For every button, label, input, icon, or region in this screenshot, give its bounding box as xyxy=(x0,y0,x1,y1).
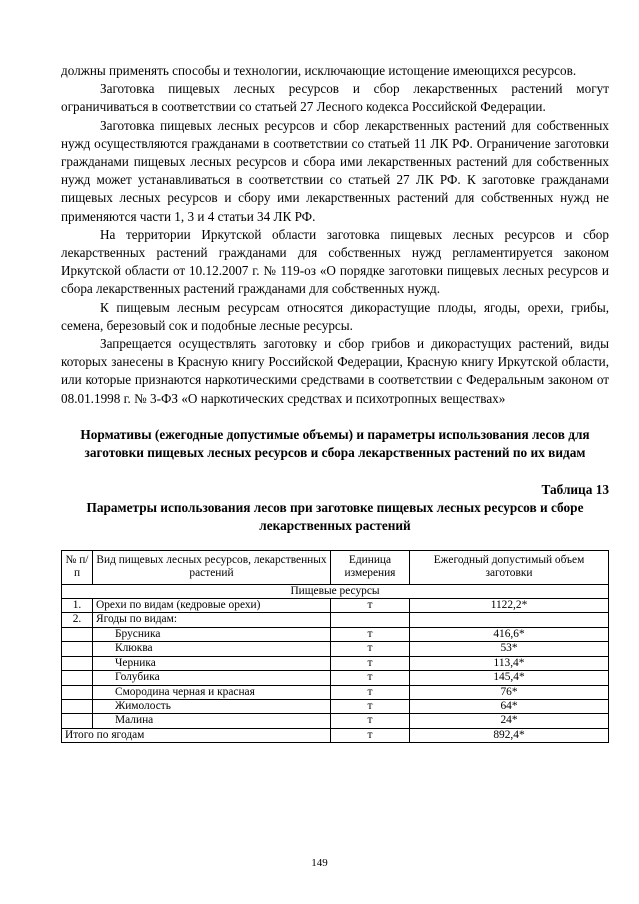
total-value: 892,4* xyxy=(410,728,609,742)
row-num: 2. xyxy=(62,613,93,627)
page-number: 149 xyxy=(311,857,328,869)
row-name: Брусника xyxy=(93,627,331,641)
table-caption: Параметры использования лесов при заготовке пищевых лесных ресурсов и сборе лекарственных растений xyxy=(86,499,584,534)
row-value: 76* xyxy=(410,685,609,699)
row-value: 1122,2* xyxy=(410,599,609,613)
table-row xyxy=(62,685,609,699)
row-value: 113,4* xyxy=(410,656,609,670)
row-unit: т xyxy=(331,599,410,613)
paragraph: К пищевым лесным ресурсам относятся дикорастущие плоды, ягоды, орехи, грибы, семена, березовый сок и подобные лесные ресурсы. xyxy=(61,299,609,333)
row-name: Черника xyxy=(93,656,331,670)
row-unit: т xyxy=(331,642,410,656)
row-value: 416,6* xyxy=(410,627,609,641)
table-row xyxy=(62,714,609,728)
row-num: 1. xyxy=(62,599,93,613)
row-unit: т xyxy=(331,627,410,641)
table-total-row xyxy=(62,728,609,742)
row-unit: т xyxy=(331,656,410,670)
row-num xyxy=(62,671,93,685)
header-num: № п/п xyxy=(62,550,93,584)
row-num xyxy=(62,642,93,656)
row-value: 24* xyxy=(410,714,609,728)
page-content xyxy=(61,62,609,743)
row-name: Жимолость xyxy=(93,699,331,713)
table-header-row xyxy=(62,550,609,584)
row-num xyxy=(62,714,93,728)
row-unit: т xyxy=(331,671,410,685)
table-number: Таблица 13 xyxy=(541,481,609,497)
parameters-table xyxy=(61,550,609,743)
section-title-cell: Пищевые ресурсы xyxy=(62,584,609,598)
table-row xyxy=(62,613,609,627)
row-num xyxy=(62,627,93,641)
header-unit: Единица измерения xyxy=(331,550,410,584)
row-name: Клюква xyxy=(93,642,331,656)
table-row xyxy=(62,671,609,685)
header-kind: Вид пищевых лесных ресурсов, лекарственных растений xyxy=(93,550,331,584)
section-heading: Нормативы (ежегодные допустимые объемы) и параметры использования лесов для заготовки пищевых лесных ресурсов и сбора лекарственных растений по их видам xyxy=(80,426,590,461)
table-row xyxy=(62,627,609,641)
row-num xyxy=(62,656,93,670)
row-num xyxy=(62,699,93,713)
row-value: 145,4* xyxy=(410,671,609,685)
row-unit: т xyxy=(331,699,410,713)
row-value: 64* xyxy=(410,699,609,713)
row-num xyxy=(62,685,93,699)
row-unit: т xyxy=(331,714,410,728)
paragraph: Заготовка пищевых лесных ресурсов и сбор лекарственных растений для собственных нужд осуществляются гражданами в соответствии со статьей 11 ЛК РФ. Ограничение заготовки гражданами пищевых лесных ресурсов и сбора ими лекарственных растений для собственных нужд может устанавливаться в соответствии со статьей 27 ЛК РФ. К заготовке гражданами пищевых лесных ресурсов и сбору ими лекарственных растений для собственных нужд не применяются части 1, 3 и 4 статьи 34 ЛК РФ. xyxy=(61,117,609,224)
row-value xyxy=(410,613,609,627)
row-value: 53* xyxy=(410,642,609,656)
row-name: Ягоды по видам: xyxy=(93,613,331,627)
paragraph: Запрещается осуществлять заготовку и сбор грибов и дикорастущих растений, виды которых занесены в Красную книгу Российской Федерации, Красную книгу Иркутской области, или которые признаются наркотическими средствами в соответствии с Федеральным законом от 08.01.1998 г. № 3-ФЗ «О наркотических средствах и психотропных веществах» xyxy=(61,336,609,406)
row-name: Голубика xyxy=(93,671,331,685)
total-unit: т xyxy=(331,728,410,742)
table-row xyxy=(62,599,609,613)
row-name: Малина xyxy=(93,714,331,728)
paragraph: На территории Иркутской области заготовка пищевых лесных ресурсов и сбор лекарственных растений гражданами для собственных нужд регламентируется законом Иркутской области от 10.12.2007 г. № 119-оз «О порядке заготовки пищевых лесных ресурсов и сбора лекарственных растений гражданами для собственных нужд. xyxy=(61,226,609,297)
row-unit xyxy=(331,613,410,627)
table-section-row xyxy=(62,584,609,598)
header-volume: Ежегодный допустимый объем заготовки xyxy=(410,550,609,584)
total-label: Итого по ягодам xyxy=(62,728,331,742)
row-name: Смородина черная и красная xyxy=(93,685,331,699)
table-row xyxy=(62,656,609,670)
paragraph: должны применять способы и технологии, исключающие истощение имеющихся ресурсов. xyxy=(61,63,577,78)
table-row xyxy=(62,642,609,656)
row-unit: т xyxy=(331,685,410,699)
table-row xyxy=(62,699,609,713)
paragraph: Заготовка пищевых лесных ресурсов и сбор лекарственных растений могут ограничиваться в соответствии со статьей 27 Лесного кодекса Российской Федерации. xyxy=(61,81,609,115)
row-name: Орехи по видам (кедровые орехи) xyxy=(93,599,331,613)
